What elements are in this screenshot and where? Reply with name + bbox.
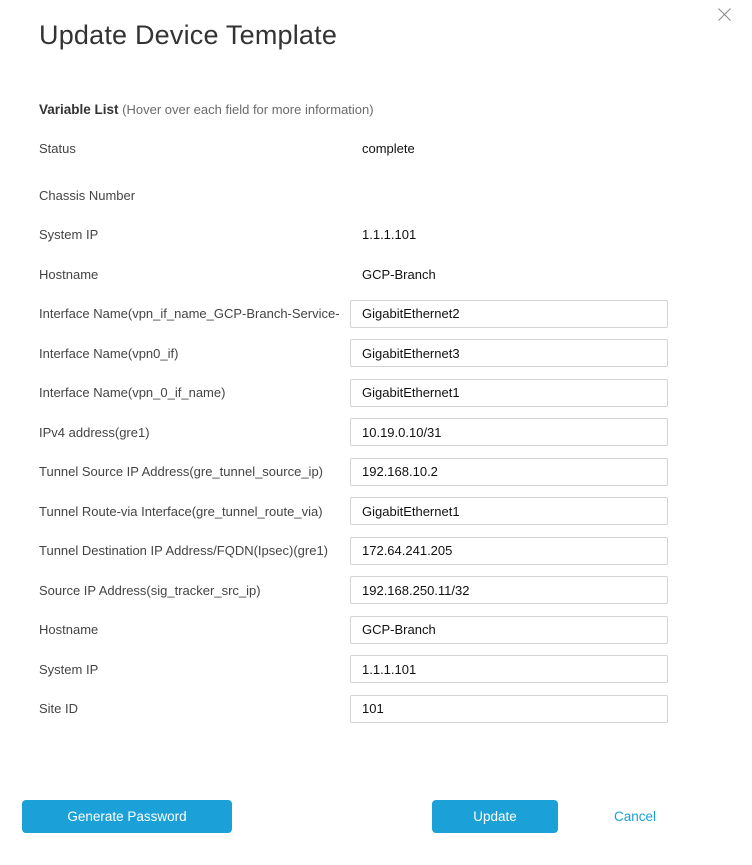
variable-list-heading-label: Variable List [39,102,119,117]
variable-input[interactable] [350,300,668,328]
variable-value: GCP-Branch [362,266,436,282]
close-icon[interactable] [715,5,733,23]
input-rows [0,300,752,723]
variable-label: Hostname [39,266,99,282]
variable-value: 1.1.1.101 [362,227,417,242]
input-variable-row [0,497,752,525]
variable-value: complete [362,140,415,156]
input-variable-row [0,339,752,367]
variable-label: IPv4 address(gre1) [39,424,150,440]
variable-list-heading [39,102,374,117]
input-variable-row [0,379,752,407]
cancel-link[interactable]: Cancel [614,809,657,824]
input-variable-row [0,655,752,683]
static-rows [0,134,752,288]
variable-input[interactable] [350,537,668,565]
variable-label: Interface Name(vpn0_if) [39,345,179,361]
variable-label: Status [39,140,76,156]
variable-label: Tunnel Route-via Interface(gre_tunnel_route_via) [39,503,323,519]
input-variable-row [0,418,752,446]
variable-label: Interface Name(vpn_0_if_name) [39,385,226,400]
variable-input[interactable] [350,339,668,367]
dialog-footer [0,800,752,833]
variable-label: System IP [39,227,99,242]
variable-input[interactable] [350,695,668,723]
update-button[interactable]: Update [432,800,558,833]
variable-input[interactable] [350,655,668,683]
variable-input[interactable] [350,379,668,407]
variable-label: System IP [39,661,99,677]
variable-label: Tunnel Source IP Address(gre_tunnel_source_ip) [39,464,324,479]
variable-input[interactable] [350,616,668,644]
input-variable-row [0,695,752,723]
input-variable-row [0,537,752,565]
variable-input[interactable] [350,576,668,604]
static-variable-row [0,260,752,288]
static-variable-row [0,221,752,249]
close-icon-glyph [718,8,731,21]
input-variable-row [0,616,752,644]
static-variable-row [0,181,752,209]
variable-input[interactable] [350,418,668,446]
input-variable-row [0,300,752,328]
variable-label: Tunnel Destination IP Address/FQDN(Ipsec)(gre1) [39,543,329,558]
generate-password-button[interactable]: Generate Password [22,800,232,833]
variable-label: Hostname [39,622,99,637]
input-variable-row [0,458,752,486]
variable-list-form [0,134,752,734]
input-variable-row [0,576,752,604]
variable-label: Site ID [39,701,79,716]
variable-label: Source IP Address(sig_tracker_src_ip) [39,582,261,598]
page-title: Update Device Template [39,20,338,50]
variable-label: Interface Name(vpn_if_name_GCP-Branch-Service- [39,306,340,321]
variable-input[interactable] [350,497,668,525]
variable-input[interactable] [350,458,668,486]
variable-list-heading-hint: (Hover over each field for more information) [118,102,374,117]
static-variable-row [0,134,752,162]
variable-label: Chassis Number [39,187,136,203]
